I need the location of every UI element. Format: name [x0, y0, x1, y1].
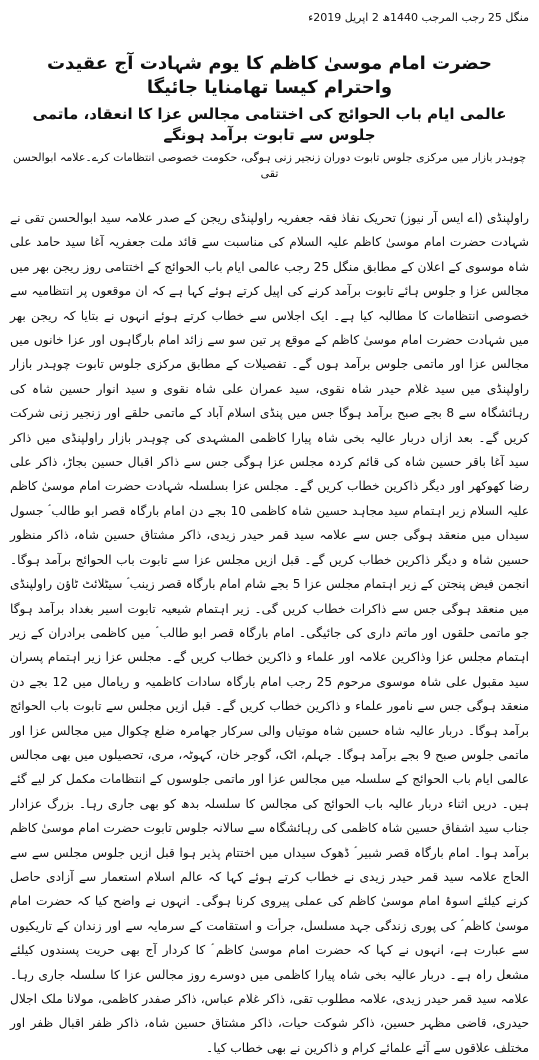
headline: حضرت امام موسیٰ کاظم کا یوم شہادت آج عقیدت واحترام کیسا تھامنایا جائیگا	[46, 53, 493, 98]
deck: چوہدر بازار میں مرکزی جلوس تابوت دوران زنجیر زنی ہوگی، حکومت خصوصی انتظامات کرے۔علامہ ابوالحسن تقی	[12, 151, 527, 180]
subhead: عالمی ایام باب الحوائج کی اختتامی مجالس عزا کا انعقاد، ماتمی جلوس سے تابوت برآمد ہونگے	[32, 105, 507, 144]
article-body: راولپنڈی (اے ایس آر نیوز) تحریک نفاذ فقہ جعفریہ راولپنڈی ریجن کے صدر علامہ سید ابوالحسن تقی نے شہادت حضرت امام موسیٰ کاظم علیہ السلام کی مناسبت سے قائد ملت جعفریہ آغا سید حامد علی شاہ موسوی کے اعلان کے مطابق منگل 25 رجب عالمی ایام باب الحوائج کے اختتامی روز ریجن بھر میں مجالس عزا و جلوس ہائے تابوت برآمد کرنے کی اپیل کرتے ہوئے کہا ہے کہ ان موقعوں پر انتظامیہ سے خصوصی انتظامات کا مطالبہ کیا ہے۔ ایک اجلاس سے خطاب کرتے ہوئے انہوں نے بتایا کہ ریجن بھر میں شہادت حضرت امام موسیٰ کاظم کے موقع پر تین سو سے زائد امام بارگاہوں اور عزا خانوں میں مجالس عزا اور ماتمی جلوس برآمد ہوں گے۔ تفصیلات کے مطابق مرکزی جلوس تابوت چوہدر بازار راولپنڈی میں سید غلام حیدر شاہ نقوی، سید عمران علی شاہ نقوی و سید انوار حسین شاہ کی رہائشگاہ سے 8 بجے صبح برآمد ہوگا جس میں پنڈی اسلام آباد کے ماتمی حلقے اور زنجیر زنی شرکت کریں گے۔ بعد ازاں دربار عالیہ بخی شاہ پیارا کاظمی المشہدی کی چوہدر بازار راولپنڈی میں ذاکر سید آغا باقر حسین شاہ کی قائم کردہ مجلس عزا ہوگی جس سے ذاکر اقبال حسین بجاڑ، ذاکر علی رضا کھوکھر اور دیگر ذاکرین خطاب کریں گے۔ مجلس عزا بسلسلہ شہادت حضرت امام موسیٰ کاظم علیہ السلام زیر اہتمام سید مجاہد حسین شاہ کاظمی 10 بجے دن امام بارگاہ قصر ابو طالب ؑ جسول سیداں میں منعقد ہوگی جس سے علامہ سید قمر حیدر زیدی، ذاکر مشتاق حسین شاہ، ذاکر منظور حسین شاہ و دیگر ذاکرین خطاب کریں گے۔ قبل ازیں مجلس عزا سے تابوت باب الحوائج برآمد ہوگا۔ انجمن فیض پنجتن کے زیر اہتمام مجلس عزا 5 بجے شام امام بارگاہ قصر زینب ؑ سیٹلائٹ ٹاؤن راولپنڈی میں منعقد ہوگی جس سے ذاکرات خطاب کریں گی۔ زیر اہتمام شیعیہ تابوت اسیر بغداد برآمد ہوگا جو ماتمی حلقوں اور ماتم داری کی جائیگی۔ امام بارگاہ قصر ابو طالب ؑ میں کاظمی برادران کے زیر اہتمام مجلس عزا وذاکرین علامہ اور علماء و ذاکرین خطاب کریں گے۔ مجلس عزا زیر اہتمام پسران سید مقبول علی شاہ موسوی مرحوم 25 رجب امام بارگاہ سادات کاظمیہ و ریامال میں 12 بجے دن منعقد ہوگی جس سے نامور علماء و ذاکرین خطاب کریں گے۔ قبل ازیں مجلس سے تابوت باب الحوائج برآمد ہوگا۔ دربار عالیہ شاہ حسین شاہ موتیاں والی سرکار جھامرہ ضلع چکوال میں مجالس عزا اور ماتمی جلوس صبح 9 بجے برآمد ہوگا۔ جہلم، اٹک، گوجر خان، کہوٹہ، مری، تحصیلوں میں بھی مجالس عالمی ایام باب الحوائج کے سلسلہ میں مجالس عزا اور ماتمی جلوسوں کے انتظامات مکمل کر لیے گئے ہیں۔ دریں اثناء دربار عالیہ باب الحوائج کی مجالس کا سلسلہ بدھ کو بھی جاری رہا۔ بزرگ عزادار جناب سید اشفاق حسین شاہ کاظمی کی رہائشگاہ سے سالانہ جلوس تابوت حضرت امام موسیٰ کاظم برآمد ہوا۔ امام بارگاہ قصر شبیر ؑ ڈھوک سیداں میں اختتام پذیر ہوا قبل ازیں جلوس مجلس سے سے الحاج علامہ سید قمر حیدر زیدی نے خطاب کرتے ہوئے کہا کہ عالم اسلام استعمار سے آزادی حاصل کرنے کیلئے اسوۂ امام موسیٰ کاظم کی عملی پیروی کرنا ہوگی۔ انہوں نے واضح کیا کہ حضرت امام موسیٰ کاظم ؑ کی پوری زندگی جہد مسلسل، جرأت و استقامت کے سرمایہ سے اور زندان کے تاریکیوں سے عبارت ہے، انہوں نے کہا کہ حضرت امام موسیٰ کاظم ؑ کا کردار آج بھی حریت پسندوں کیلئے مشعل راہ ہے۔ دربار عالیہ بخی شاہ پیارا کاظمی میں دوسرے روز مجالس عزا کا سلسلہ جاری رہا۔ علامہ سید قمر حیدر زیدی، علامہ مطلوب تقی، ذاکر غلام عباس، ذاکر صفدر کاظمی، مولانا ملک اجلال حیدری، قاضی مظہر حسین، ذاکر شوکت حیات، ذاکر مشتاق حسین شاہ، ذاکر ظفر اقبال ظفر اور مختلف علاقوں سے آئے علمائے کرام و ذاکرین نے بھی خطاب کیا۔	[10, 211, 530, 1055]
dateline: منگل 25 رجب المرجب 1440ھ 2 اپریل 2019ء	[308, 11, 529, 24]
